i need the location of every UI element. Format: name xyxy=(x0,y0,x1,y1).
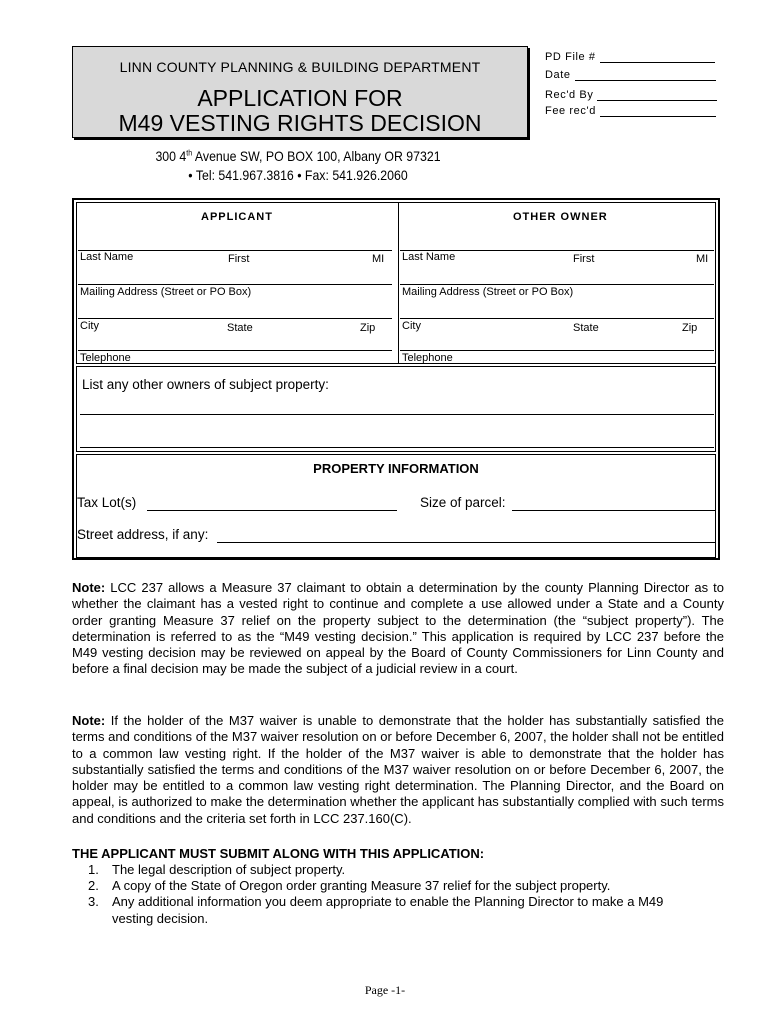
applicant-telephone-line[interactable] xyxy=(78,350,392,351)
parcel-size-line[interactable] xyxy=(512,510,716,511)
owner-mi-label: MI xyxy=(696,253,709,265)
list-item: 1. The legal description of subject property. xyxy=(88,862,346,877)
other-owners-line-2[interactable] xyxy=(80,447,714,448)
pd-file-label: PD File # xyxy=(545,51,596,63)
other-owner-title: OTHER OWNER xyxy=(513,211,608,223)
owner-city-line[interactable] xyxy=(400,318,714,319)
recd-by-field[interactable] xyxy=(545,89,717,101)
office-use-box xyxy=(531,46,721,128)
parcel-size-label: Size of parcel: xyxy=(420,495,506,510)
applicant-city-label: City xyxy=(80,320,99,332)
applicant-mailing-line[interactable] xyxy=(78,284,392,285)
owners-box xyxy=(76,202,716,364)
tax-lots-label: Tax Lot(s) xyxy=(77,495,137,510)
property-title: PROPERTY INFORMATION xyxy=(313,461,479,476)
street-address-line[interactable] xyxy=(217,542,716,543)
applicant-state-label: State xyxy=(227,322,253,334)
owner-mailing-label: Mailing Address (Street or PO Box) xyxy=(402,286,574,298)
applicant-last-name-label: Last Name xyxy=(80,251,134,263)
page-number: Page -1- xyxy=(364,983,406,997)
submit-heading: THE APPLICANT MUST SUBMIT ALONG WITH THIS APPLICATION: xyxy=(72,846,485,861)
owner-state-label: State xyxy=(573,322,599,334)
fee-recd-label: Fee rec'd xyxy=(545,105,596,117)
date-line[interactable] xyxy=(575,70,716,81)
other-owners-line-1[interactable] xyxy=(80,414,714,415)
fee-recd-field[interactable] xyxy=(545,105,716,117)
date-label: Date xyxy=(545,69,571,81)
applicant-title: APPLICANT xyxy=(201,211,273,223)
note-lcc-237: Note: LCC 237 allows a Measure 37 claimant to obtain a determination by the county Planning Director as to whether the claimant has a vested right to continue and complete a use allowed under a State and a County order granting Measure 37 relief on the property subject to the determination (the “subject property”). The determination is referred to as the “M49 vesting decision.” This application is required by LCC 237 before the M49 vesting decision may be reviewed on appeal by the Board of County Commissioners for Linn County and before a final decision may be made the subject of a judicial review in a court. xyxy=(72,580,724,677)
owner-mailing-line[interactable] xyxy=(400,284,714,285)
applicant-city-line[interactable] xyxy=(78,318,392,319)
other-owners-prompt: List any other owners of subject property: xyxy=(82,377,329,392)
pd-file-field[interactable] xyxy=(545,51,715,63)
tax-lots-line[interactable] xyxy=(147,510,397,511)
owner-city-label: City xyxy=(402,320,421,332)
fee-recd-line[interactable] xyxy=(600,106,716,117)
form-title-line-2: M49 VESTING RIGHTS DECISION xyxy=(118,110,482,136)
applicant-mi-label: MI xyxy=(372,253,385,265)
recd-by-line[interactable] xyxy=(597,90,717,101)
application-form xyxy=(72,198,720,560)
street-address-label: Street address, if any: xyxy=(77,527,209,542)
recd-by-label: Rec'd By xyxy=(545,89,594,101)
list-item: 2. A copy of the State of Oregon order granting Measure 37 relief for the subject property. xyxy=(88,878,611,893)
form-title-line-1: APPLICATION FOR xyxy=(197,85,403,111)
applicant-zip-label: Zip xyxy=(360,322,376,334)
list-item: vesting decision. xyxy=(112,911,209,926)
owner-first-label: First xyxy=(573,253,595,265)
applicant-mailing-label: Mailing Address (Street or PO Box) xyxy=(80,286,252,298)
owner-zip-label: Zip xyxy=(682,322,698,334)
list-item: 3. Any additional information you deem appropriate to enable the Planning Director to make a M49 xyxy=(88,894,664,909)
owner-telephone-label: Telephone xyxy=(402,352,453,364)
applicant-first-label: First xyxy=(228,253,250,265)
date-field[interactable] xyxy=(545,69,716,81)
department-address: 300 4th Avenue SW, PO BOX 100, Albany OR 97321 xyxy=(155,148,441,164)
header-box xyxy=(72,46,528,138)
column-divider xyxy=(398,202,399,364)
pd-file-line[interactable] xyxy=(600,52,715,63)
department-phone: • Tel: 541.967.3816 • Fax: 541.926.2060 xyxy=(188,167,408,183)
applicant-telephone-label: Telephone xyxy=(80,352,131,364)
owner-telephone-line[interactable] xyxy=(400,350,714,351)
department-name: LINN COUNTY PLANNING & BUILDING DEPARTMENT xyxy=(119,59,481,75)
owner-last-name-label: Last Name xyxy=(402,251,456,263)
note-m37-waiver: Note: If the holder of the M37 waiver is unable to demonstrate that the holder has substantially satisfied the terms and conditions of the M37 waiver resolution on or before December 6, 2007, the holder shall not be entitled to a common law vesting right. If the holder of the M37 waiver is able to demonstrate that the holder has substantially satisfied the terms and conditions of the M37 waiver resolution on or before December 6, 2007, the holder may be entitled to a common law vesting right determination. The Planning Director, and the Board on appeal, is authorized to make the determination whether the applicant has substantially complied with such terms and conditions and the criteria set forth in LCC 237.160(C). xyxy=(72,713,724,826)
